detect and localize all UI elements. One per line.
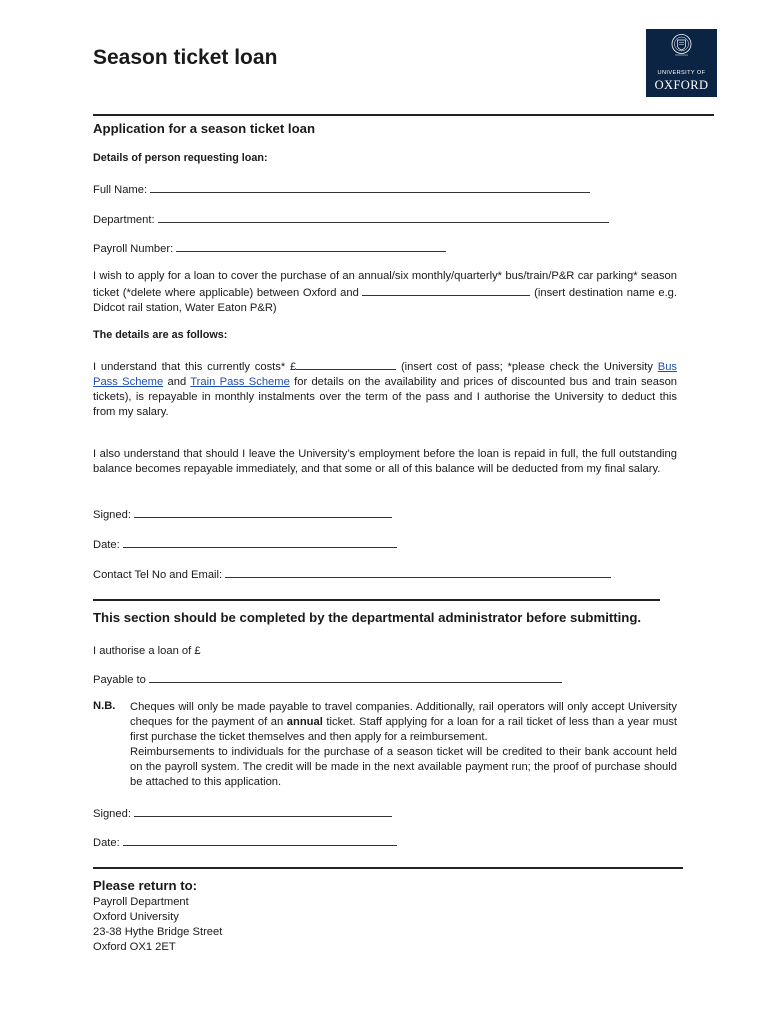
understand-text-1: I understand that this currently costs* £ [93, 361, 297, 373]
nb-label: N.B. [93, 700, 116, 712]
admin-signed-row [93, 805, 392, 820]
and-text: and [167, 376, 187, 388]
train-pass-link[interactable]: Train Pass Scheme [190, 376, 290, 388]
signed-label: Signed: [93, 509, 131, 521]
return-divider [93, 867, 683, 869]
department-row [93, 211, 609, 226]
admin-signed-label: Signed: [93, 808, 131, 820]
return-heading: Please return to: [93, 878, 198, 893]
date-row [93, 536, 397, 551]
address-line: 23-38 Hythe Bridge Street [93, 926, 223, 938]
nb-block-1 [130, 700, 677, 745]
section-subheading-person: Details of person requesting loan: [93, 152, 268, 164]
payable-row [93, 671, 562, 686]
admin-signature-field[interactable] [134, 805, 392, 817]
admin-date-field[interactable] [123, 834, 397, 846]
crest-icon [670, 33, 693, 60]
wish-text-1: I wish to apply for a loan to cover the purchase of an annual/six monthly/quarterly* bus/train/P&R car parking* season ticket (*delete where applicable) between Oxford and [93, 270, 677, 299]
destination-field[interactable] [362, 284, 530, 296]
admin-date-row [93, 834, 397, 849]
address-line: Oxford University [93, 911, 179, 923]
nb-paragraph [130, 700, 677, 790]
university-logo [646, 29, 717, 97]
nb-block-2: Reimbursements to individuals for the purchase of a season ticket will be credited to their bank account held on the payroll system. The credit will be made in the next available payment run; the proof of purchase should be attached to this application. [130, 746, 677, 788]
department-field[interactable] [158, 211, 609, 223]
cost-field[interactable] [296, 358, 396, 370]
details-heading: The details are as follows: [93, 329, 228, 341]
understand-text-3: for details on the availability and prices of discounted bus and train season tickets), is repayable in monthly instalments over the term of the pass and I authorise the University to deduct this from my salary. [93, 376, 678, 418]
date-field[interactable] [123, 536, 397, 548]
understand-paragraph [93, 358, 677, 420]
payroll-row [93, 240, 446, 255]
payroll-label: Payroll Number: [93, 243, 174, 255]
loan-amount-field[interactable] [204, 642, 324, 654]
authorise-text: I authorise a loan of £ [93, 645, 201, 657]
bus-pass-link[interactable]: Bus Pass Scheme [93, 361, 678, 388]
payable-label: Payable to [93, 674, 146, 686]
full-name-label: Full Name: [93, 184, 148, 196]
wish-text-2: (insert destination name e.g. Didcot rail station, Water Eaton P&R) [93, 287, 678, 314]
leave-paragraph: I also understand that should I leave the University’s employment before the loan is repaid in full, the full outstanding balance becomes repayable immediately, and that some or all of this balance will be deducted from my final salary. [93, 448, 677, 475]
return-address [93, 895, 222, 955]
header-divider [93, 114, 714, 116]
signed-row [93, 506, 392, 521]
section-heading-application: Application for a season ticket loan [93, 121, 316, 136]
contact-row [93, 566, 611, 581]
department-label: Department: [93, 214, 155, 226]
address-line: Oxford OX1 2ET [93, 941, 176, 953]
nb-text-bold: annual [286, 716, 323, 728]
wish-paragraph [93, 269, 677, 316]
nb-text-1: Cheques will only be made payable to travel companies. Additionally, rail operators will only accept University cheques for the payment of an [130, 701, 677, 728]
logo-text-university: UNIVERSITY OF [657, 70, 706, 76]
contact-field[interactable] [225, 566, 611, 578]
address-line: Payroll Department [93, 896, 189, 908]
logo-text-oxford: OXFORD [654, 78, 709, 92]
understand-text-2: (insert cost of pass; *please check the University [400, 361, 653, 373]
nb-text-2: ticket. Staff applying for a loan for a rail ticket of less than a year must first purchase the ticket themselves and then apply for a reimbursement. [130, 716, 677, 743]
signature-field[interactable] [134, 506, 392, 518]
full-name-field[interactable] [150, 181, 590, 193]
admin-date-label: Date: [93, 837, 120, 849]
payable-field[interactable] [149, 671, 562, 683]
date-label: Date: [93, 539, 120, 551]
payroll-field[interactable] [176, 240, 446, 252]
section-divider [93, 599, 660, 601]
section-heading-admin: This section should be completed by the departmental administrator before submitting. [93, 610, 642, 625]
page-title: Season ticket loan [93, 46, 278, 69]
authorise-row [93, 642, 324, 657]
full-name-row [93, 181, 590, 196]
contact-label: Contact Tel No and Email: [93, 569, 223, 581]
